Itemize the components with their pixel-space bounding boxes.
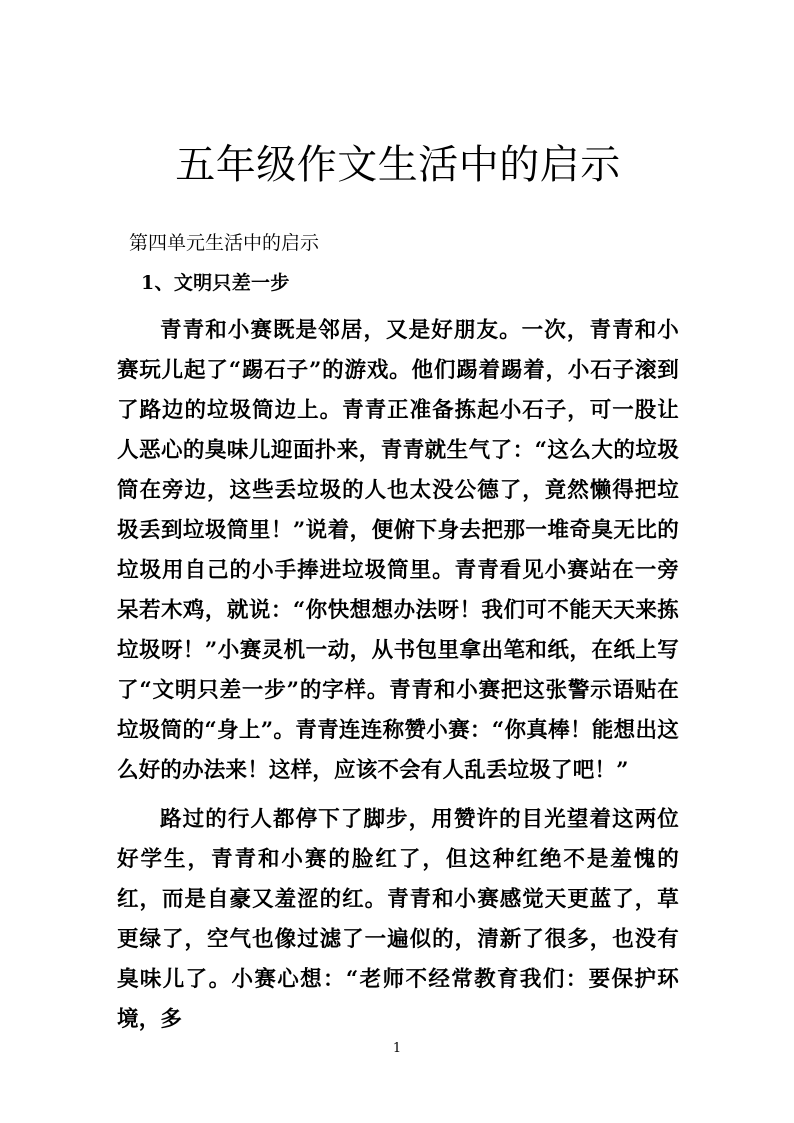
document-subtitle: 第四单元生活中的启示: [129, 232, 320, 254]
page-title: 五年级作文生活中的启示: [175, 142, 621, 188]
section-heading: 1、文明只差一步: [141, 272, 290, 294]
paragraph: 青青和小赛既是邻居，又是好朋友。一次，青青和小赛玩儿起了“踢石子”的游戏。他们踢着踢着，小石子滚到了路边的垃圾筒边上。青青正准备拣起小石子，可一股让人恶心的臭味儿迎面扑来，青青就生气了：“这么大的垃圾筒在旁边，这些丢垃圾的人也太没公德了，竟然懒得把垃圾丢到垃圾筒里！”说着，便俯下身去把那一堆奇臭无比的垃圾用自己的小手捧进垃圾筒里。青青看见小赛站在一旁呆若木鸡，就说：“你快想想办法呀！我们可不能天天来拣垃圾呀！”小赛灵机一动，从书包里拿出笔和纸，在纸上写了“文明只差一步”的字样。青青和小赛把这张警示语贴在垃圾筒的“身上”。青青连连称赞小赛：“你真棒！能想出这么好的办法来！这样，应该不会有人乱丢垃圾了吧！”: [117, 318, 679, 783]
page-number: 1: [392, 1041, 402, 1056]
paragraph: 路过的行人都停下了脚步，用赞许的目光望着这两位好学生，青青和小赛的脸红了，但这种红绝不是羞愧的红，而是自豪又羞涩的红。青青和小赛感觉天更蓝了，草更绿了，空气也像过滤了一遍似的，清新了很多，也没有臭味儿了。小赛心想：“老师不经常教育我们：要保护环境，多: [117, 807, 679, 1032]
body-text: [117, 311, 679, 1040]
